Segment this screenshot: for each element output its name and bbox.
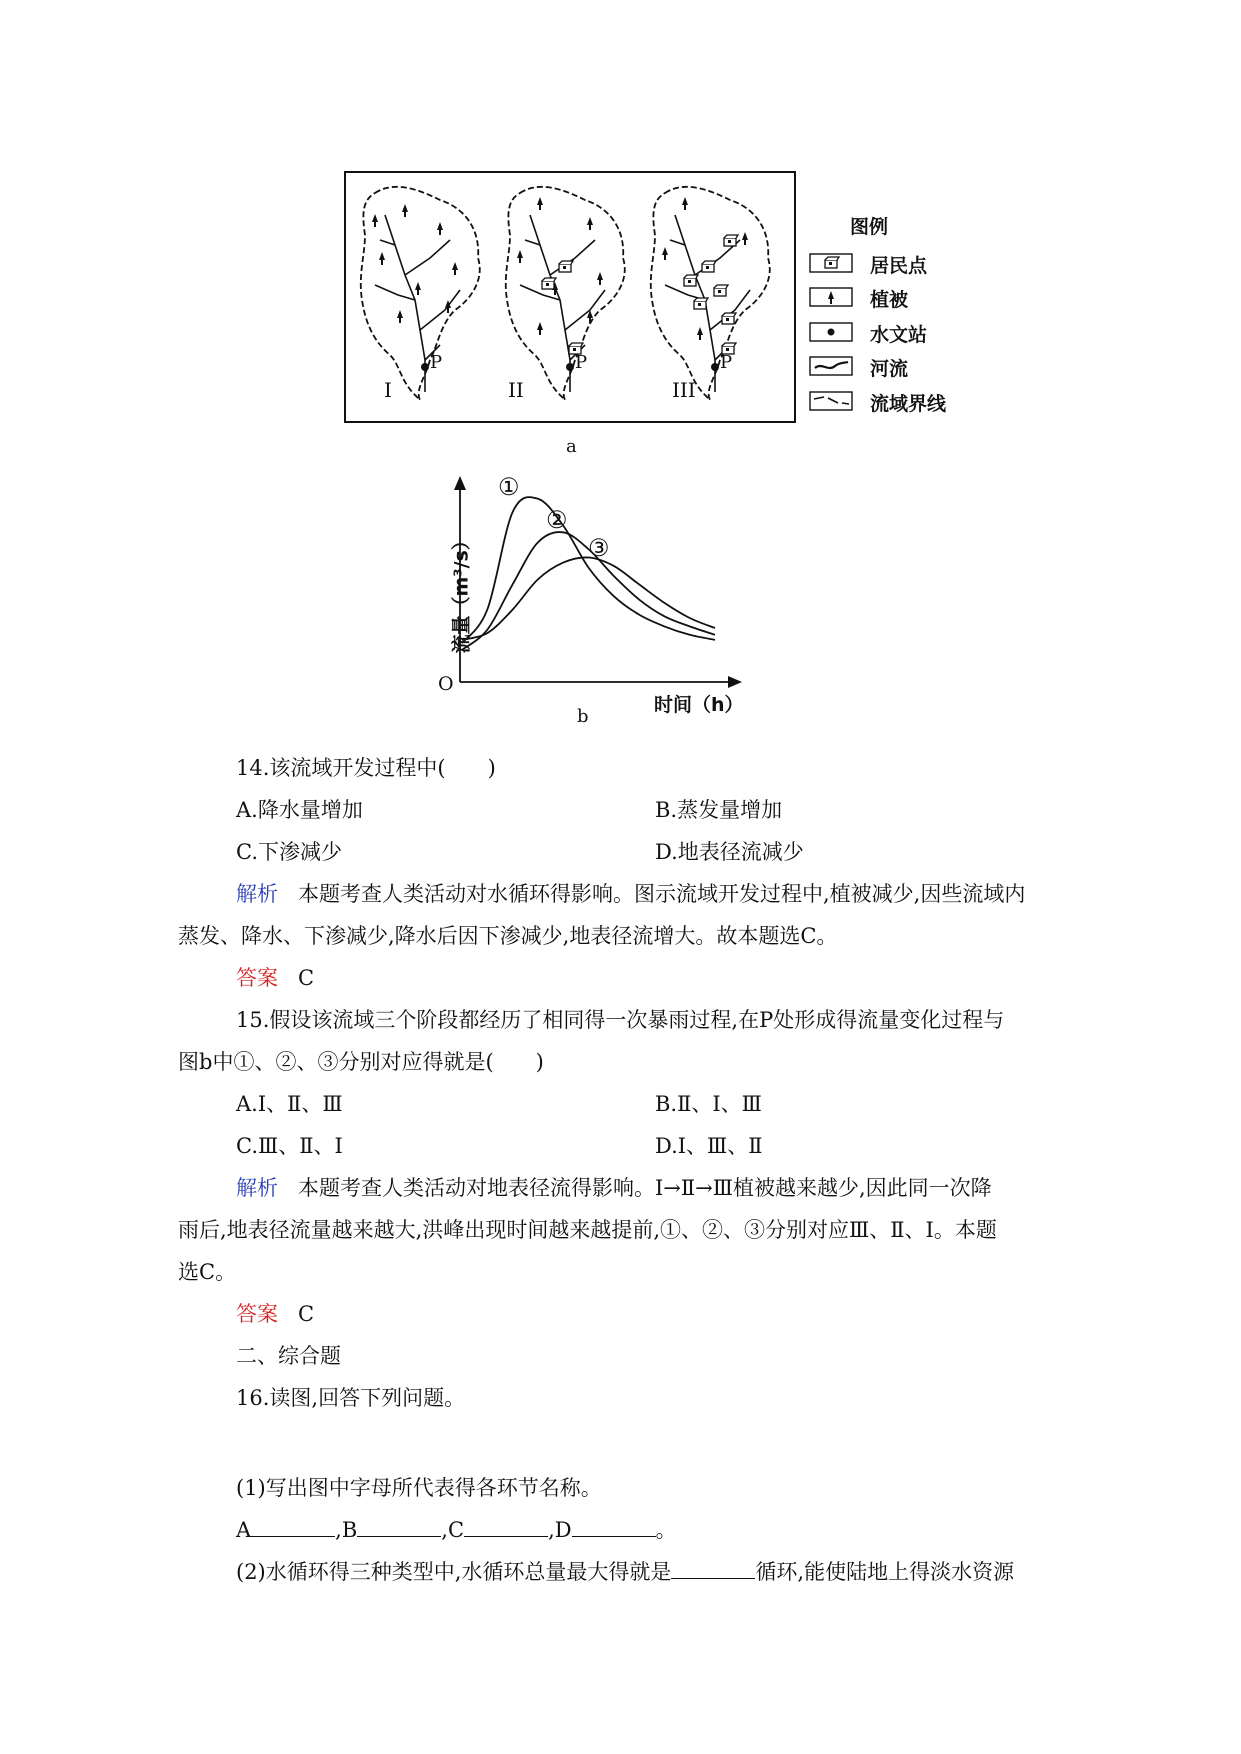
point-p-label-2: P <box>575 352 588 373</box>
blank-label-a: A <box>236 1518 252 1542</box>
q14-analysis-2: 蒸发、降水、下渗减少,降水后因下渗减少,地表径流增大。故本题选C。 <box>178 924 838 948</box>
blank-label-d: D <box>554 1518 572 1542</box>
q15-analysis-3: 选C。 <box>178 1260 237 1284</box>
q15-stem-2: 图b中①、②、③分别对应得就是( ) <box>178 1050 544 1074</box>
blank-cycle-type[interactable] <box>671 1558 755 1579</box>
q15-option-c: C.Ⅲ、Ⅱ、Ⅰ <box>236 1134 343 1158</box>
curve-label-1: ① <box>498 473 520 501</box>
curve-label-3: ③ <box>588 534 610 562</box>
figure-b <box>0 460 1241 730</box>
flow-hydrograph <box>0 460 1241 730</box>
q14-answer-value: C <box>298 966 315 990</box>
q15-stem-1: 15.假设该流域三个阶段都经历了相同得一次暴雨过程,在P处形成得流量变化过程与 <box>236 1008 1005 1032</box>
q14-option-d: D.地表径流减少 <box>655 840 804 864</box>
q15-option-a: A.Ⅰ、Ⅱ、Ⅲ <box>236 1092 343 1116</box>
x-axis-label: 时间（h） <box>654 694 744 716</box>
section-heading: 二、综合题 <box>236 1344 341 1368</box>
y-axis-label: 流量（m³/s） <box>450 531 473 654</box>
blank-c[interactable] <box>464 1516 548 1537</box>
q16-stem: 16.读图,回答下列问题。 <box>236 1386 466 1410</box>
panel-3 <box>651 187 770 400</box>
series-line-3 <box>462 557 715 639</box>
q15-analysis-2: 雨后,地表径流量越来越大,洪峰出现时间越来越提前,①、②、③分别对应Ⅲ、Ⅱ、Ⅰ。本题 <box>178 1218 997 1242</box>
q15-analysis-1 <box>236 1174 992 1202</box>
q14-analysis-text-1: 本题考查人类活动对水循环得影响。图示流域开发过程中,植被减少,因些流域内 <box>298 882 1026 906</box>
q16-sub2-before: (2)水循环得三种类型中,水循环总量最大得就是 <box>236 1560 672 1584</box>
panel-2 <box>506 187 625 400</box>
blank-label-c: C <box>447 1518 465 1542</box>
point-p-label-3: P <box>720 352 733 373</box>
q14-answer-tag: 答案 <box>236 966 278 990</box>
blank-sep-1: , <box>335 1518 342 1542</box>
y-axis-arrow <box>454 476 466 490</box>
legend-label-boundary: 流域界线 <box>870 393 947 415</box>
curve-label-2: ② <box>546 506 568 534</box>
basin-development-map <box>0 0 1241 460</box>
q14-option-b: B.蒸发量增加 <box>655 798 783 822</box>
panel-2-label: II <box>508 378 524 402</box>
q16-sub1: (1)写出图中字母所代表得各环节名称。 <box>236 1476 602 1500</box>
point-p-label-1: P <box>430 352 443 373</box>
panel-3-label: III <box>672 378 696 402</box>
q15-answer-tag: 答案 <box>236 1302 278 1326</box>
blank-d[interactable] <box>572 1516 656 1537</box>
q15-option-b: B.Ⅱ、Ⅰ、Ⅲ <box>655 1092 762 1116</box>
q16-blanks <box>236 1516 677 1544</box>
q16-sub2 <box>236 1558 1014 1586</box>
blank-label-b: B <box>341 1518 358 1542</box>
blank-sep-2: , <box>441 1518 448 1542</box>
origin-label: O <box>438 673 454 695</box>
q16-sub2-after: 循环,能使陆地上得淡水资源 <box>755 1560 1015 1584</box>
q15-analysis-tag: 解析 <box>236 1176 278 1200</box>
legend-label-vegetation: 植被 <box>870 289 909 311</box>
x-axis-arrow <box>728 676 742 688</box>
q14-option-a: A.降水量增加 <box>236 798 363 822</box>
panel-1 <box>361 187 480 400</box>
q14-option-c: C.下渗减少 <box>236 840 342 864</box>
figure-a <box>0 0 1241 460</box>
blank-sep-3: , <box>548 1518 555 1542</box>
legend-icons <box>810 254 852 410</box>
blank-b[interactable] <box>357 1516 441 1537</box>
legend-label-settlement: 居民点 <box>870 255 928 277</box>
q14-stem: 14.该流域开发过程中( ) <box>236 756 496 780</box>
q15-answer-value: C <box>298 1302 315 1326</box>
q15-analysis-text-1: 本题考查人类活动对地表径流得影响。Ⅰ→Ⅱ→Ⅲ植被越来越少,因此同一次降 <box>298 1176 992 1200</box>
legend-label-river: 河流 <box>870 358 909 380</box>
q14-answer <box>236 964 314 992</box>
q14-analysis-1 <box>236 880 1025 908</box>
blank-a[interactable] <box>251 1516 335 1537</box>
q14-analysis-tag: 解析 <box>236 882 278 906</box>
q15-option-d: D.Ⅰ、Ⅲ、Ⅱ <box>655 1134 763 1158</box>
blank-end: 。 <box>655 1518 677 1542</box>
legend-title: 图例 <box>850 216 889 238</box>
legend-label-station: 水文站 <box>870 324 928 346</box>
figure-a-caption: a <box>566 436 577 457</box>
q15-answer <box>236 1300 314 1328</box>
panel-1-label: I <box>384 378 392 402</box>
figure-b-caption: b <box>577 706 589 727</box>
